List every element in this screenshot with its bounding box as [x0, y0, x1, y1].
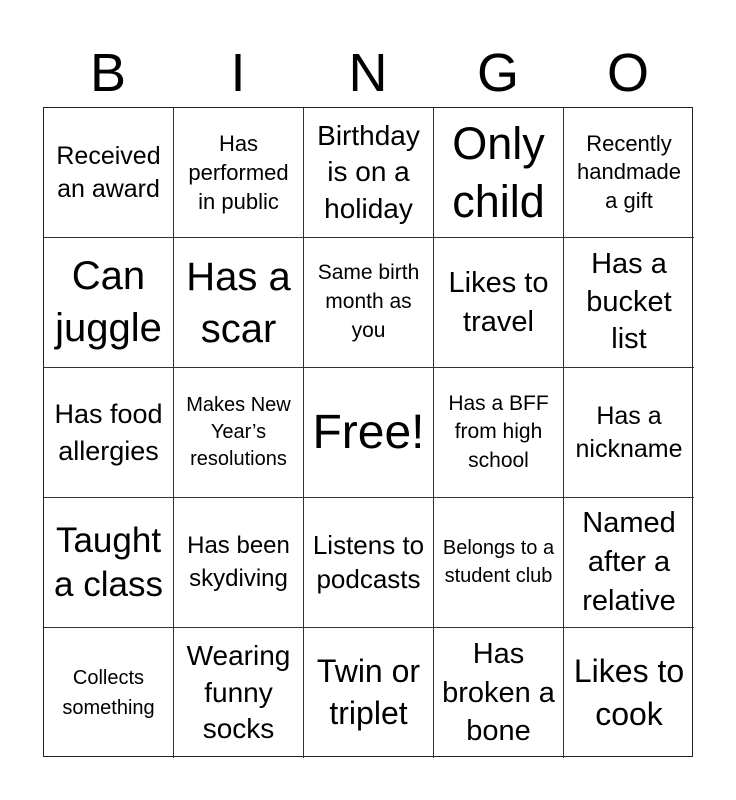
- cell-text: Wearing funny socks: [186, 640, 291, 745]
- cell-text: Birthday is on a holiday: [317, 119, 420, 224]
- header-letter-i: I: [230, 43, 246, 103]
- bingo-cell-g1[interactable]: [434, 108, 564, 238]
- bingo-cell-n5[interactable]: [304, 628, 434, 758]
- free-space-text: Free!: [312, 405, 425, 459]
- free-space-cell[interactable]: [304, 368, 434, 498]
- cell-text: Named after a relative: [582, 507, 676, 617]
- bingo-header: [43, 40, 693, 106]
- bingo-cell-i5[interactable]: [174, 628, 304, 758]
- cell-text: Twin or triplet: [316, 653, 421, 731]
- bingo-cell-o3[interactable]: [564, 368, 694, 498]
- cell-text: Received an award: [56, 142, 161, 203]
- cell-text: Only child: [452, 117, 545, 227]
- bingo-cell-n1[interactable]: [304, 108, 434, 238]
- cell-text: Has a scar: [186, 254, 291, 351]
- cell-text: Has a BFF from high school: [448, 391, 549, 472]
- cell-text: Has food allergies: [54, 399, 163, 466]
- bingo-cell-i1[interactable]: [174, 108, 304, 238]
- bingo-cell-g5[interactable]: [434, 628, 564, 758]
- cell-text: Recently handmade a gift: [577, 130, 681, 213]
- bingo-board: [43, 107, 693, 757]
- cell-text: Has performed in public: [188, 130, 289, 215]
- header-letter-b: B: [89, 43, 127, 103]
- bingo-cell-g2[interactable]: [434, 238, 564, 368]
- bingo-cell-i3[interactable]: [174, 368, 304, 498]
- cell-text: Has been skydiving: [187, 532, 290, 592]
- bingo-cell-b2[interactable]: [44, 238, 174, 368]
- cell-text: Likes to travel: [448, 266, 549, 338]
- bingo-cell-o1[interactable]: [564, 108, 694, 238]
- cell-text: Belongs to a student club: [442, 536, 555, 587]
- cell-text: Has a nickname: [575, 402, 683, 463]
- bingo-cell-b4[interactable]: [44, 498, 174, 628]
- bingo-cell-g4[interactable]: [434, 498, 564, 628]
- bingo-cell-b1[interactable]: [44, 108, 174, 238]
- cell-text: Likes to cook: [573, 652, 685, 732]
- bingo-cell-o4[interactable]: [564, 498, 694, 628]
- cell-text: Collects something: [62, 667, 155, 719]
- bingo-cell-b3[interactable]: [44, 368, 174, 498]
- bingo-cell-n2[interactable]: [304, 238, 434, 368]
- header-letter-n: N: [348, 43, 388, 103]
- cell-text: Listens to podcasts: [312, 529, 425, 594]
- cell-text: Has a bucket list: [586, 247, 672, 356]
- bingo-cell-o2[interactable]: [564, 238, 694, 368]
- bingo-cell-i4[interactable]: [174, 498, 304, 628]
- bingo-cell-i2[interactable]: [174, 238, 304, 368]
- cell-text: Taught a class: [54, 520, 163, 604]
- cell-text: Has broken a bone: [442, 637, 555, 748]
- header-letter-o: O: [606, 43, 649, 103]
- header-letter-g: G: [476, 43, 519, 103]
- cell-text: Can juggle: [55, 254, 162, 350]
- bingo-cell-g3[interactable]: [434, 368, 564, 498]
- cell-text: Same birth month as you: [317, 261, 420, 342]
- bingo-cell-b5[interactable]: [44, 628, 174, 758]
- bingo-cell-n4[interactable]: [304, 498, 434, 628]
- cell-text: Makes New Year’s resolutions: [186, 394, 291, 470]
- bingo-cell-o5[interactable]: [564, 628, 694, 758]
